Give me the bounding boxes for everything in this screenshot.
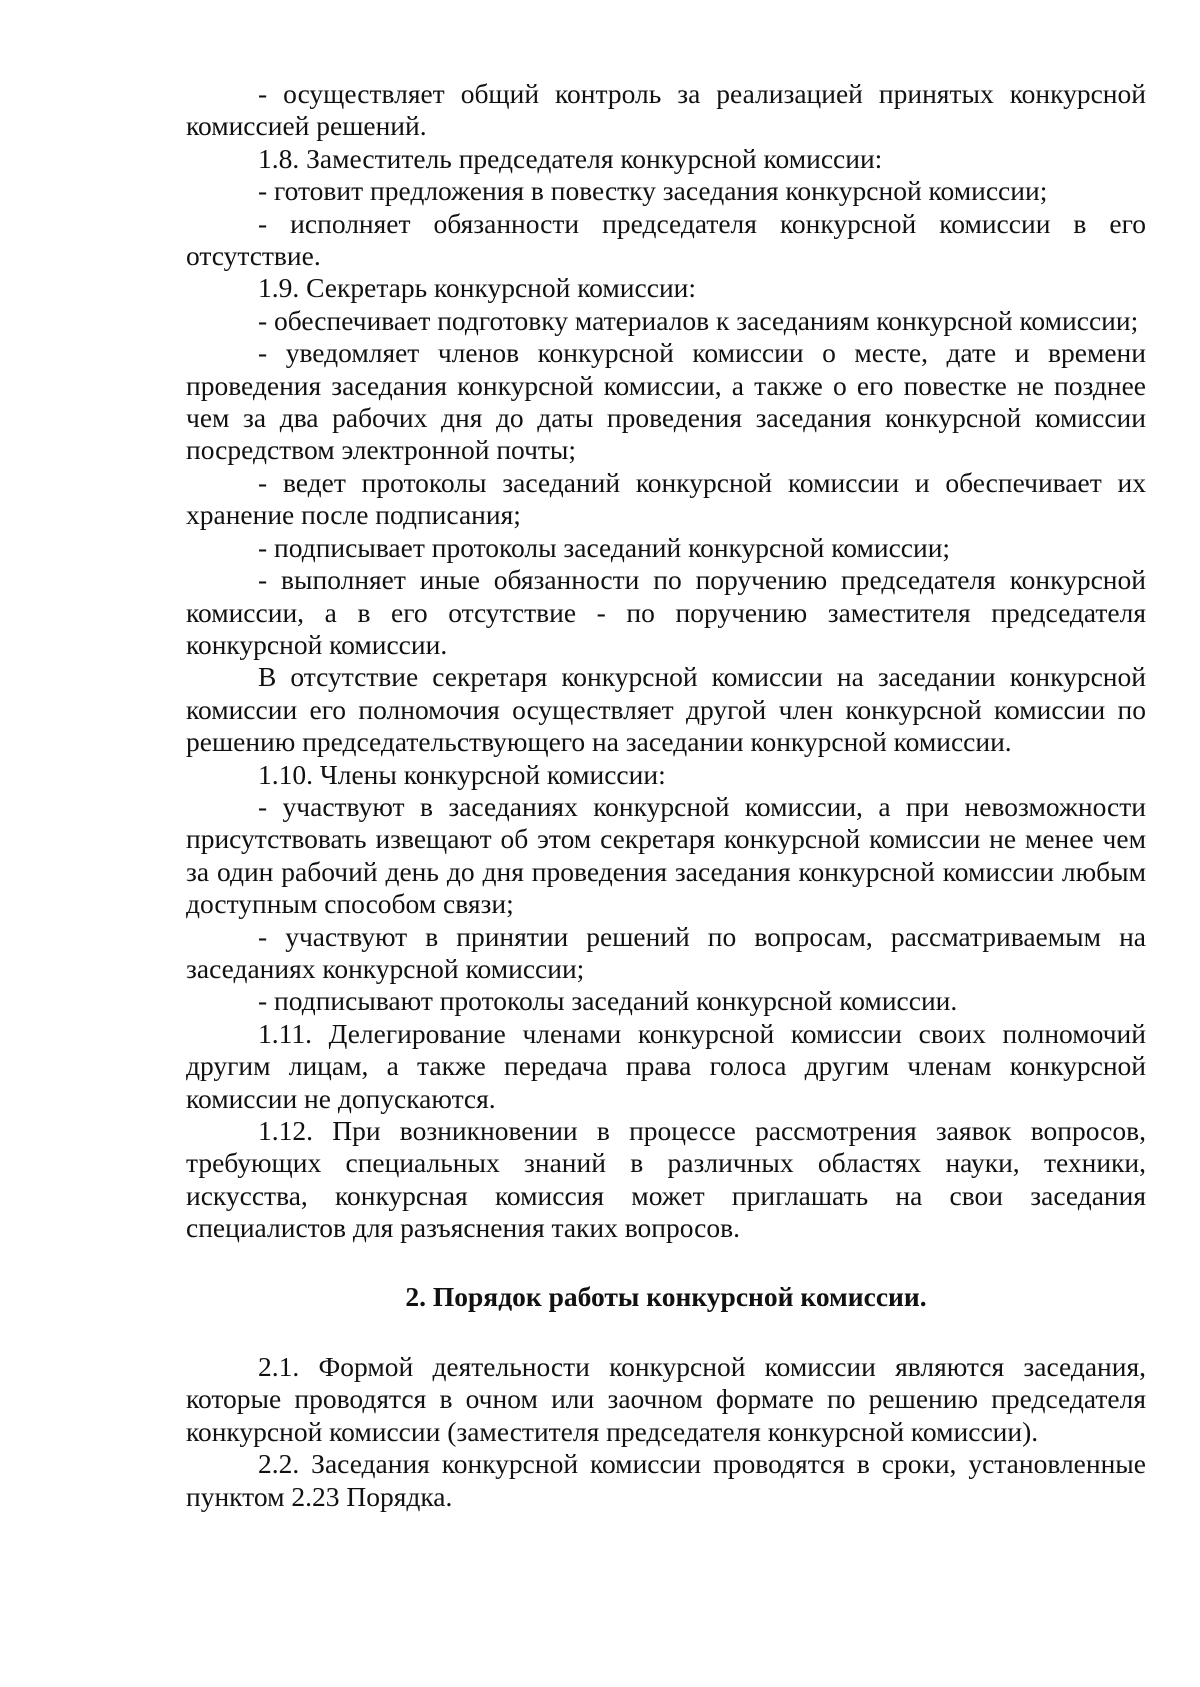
paragraph-13: - участвуют в заседаниях конкурсной комиссии, а при невозможности присутствовать извещают об этом секретаря конкурсной комиссии не менее чем за один рабочий день до дня проведения заседания конкурсной комиссии любым доступным способом связи;	[186, 790, 1146, 920]
paragraph-8: - ведет протоколы заседаний конкурсной комиссии и обеспечивает их хранение после подписания;	[186, 466, 1146, 531]
paragraph-6: - обеспечивает подготовку материалов к заседаниям конкурсной комиссии;	[258, 304, 1139, 336]
paragraph-19: 2.2. Заседания конкурсной комиссии проводятся в сроки, установленные пунктом 2.23 Порядка.	[186, 1448, 1146, 1512]
paragraph-16: 1.11. Делегирование членами конкурсной комиссии своих полномочий другим лицам, а также передача права голоса другим членам конкурсной комиссии не допускаются.	[186, 1017, 1146, 1114]
paragraph-9: - подписывает протоколы заседаний конкурсной комиссии;	[258, 531, 951, 563]
paragraph-7: - уведомляет членов конкурсной комиссии о месте, дате и времени проведения заседания конкурсной комиссии, а также о его повестке не позднее чем за два рабочих дня до даты проведения заседания конкурсной комиссии посредством электронной почты;	[186, 337, 1146, 466]
paragraph-11: В отсутствие секретаря конкурсной комиссии на заседании конкурсной комиссии его полномочия осуществляет другой член конкурсной комиссии по решению председательствующего на заседании конкурсной комиссии.	[186, 661, 1146, 758]
paragraph-15: - подписывают протоколы заседаний конкурсной комиссии.	[258, 985, 958, 1017]
paragraph-14: - участвуют в принятии решений по вопросам, рассматриваемым на заседаниях конкурсной комиссии;	[186, 920, 1146, 984]
paragraph-5: 1.9. Секретарь конкурсной комиссии:	[258, 272, 697, 304]
paragraph-17: 1.12. При возникновении в процессе рассмотрения заявок вопросов, требующих специальных знаний в различных областях науки, техники, искусства, конкурсная комиссия может приглашать на свои заседания специалистов для разъяснения таких вопросов.	[186, 1115, 1146, 1244]
paragraph-1: - осуществляет общий контроль за реализацией принятых конкурсной комиссией решений.	[186, 78, 1146, 142]
section-heading: 2. Порядок работы конкурсной комиссии.	[405, 1280, 927, 1312]
paragraph-18: 2.1. Формой деятельности конкурсной комиссии являются заседания, которые проводятся в очном или заочном формате по решению председателя конкурсной комиссии (заместителя председателя конкурсной комиссии).	[186, 1351, 1146, 1447]
paragraph-12: 1.10. Члены конкурсной комиссии:	[258, 758, 666, 790]
paragraph-10: - выполняет иные обязанности по поручению председателя конкурсной комиссии, а в его отсутствие - по поручению заместителя председателя конкурсной комиссии.	[186, 564, 1146, 660]
document-page	[186, 78, 1146, 1513]
paragraph-2: 1.8. Заместитель председателя конкурсной комиссии:	[258, 142, 883, 174]
paragraph-3: - готовит предложения в повестку заседания конкурсной комиссии;	[258, 175, 1048, 207]
paragraph-4: - исполняет обязанности председателя конкурсной комиссии в его отсутствие.	[186, 207, 1146, 272]
